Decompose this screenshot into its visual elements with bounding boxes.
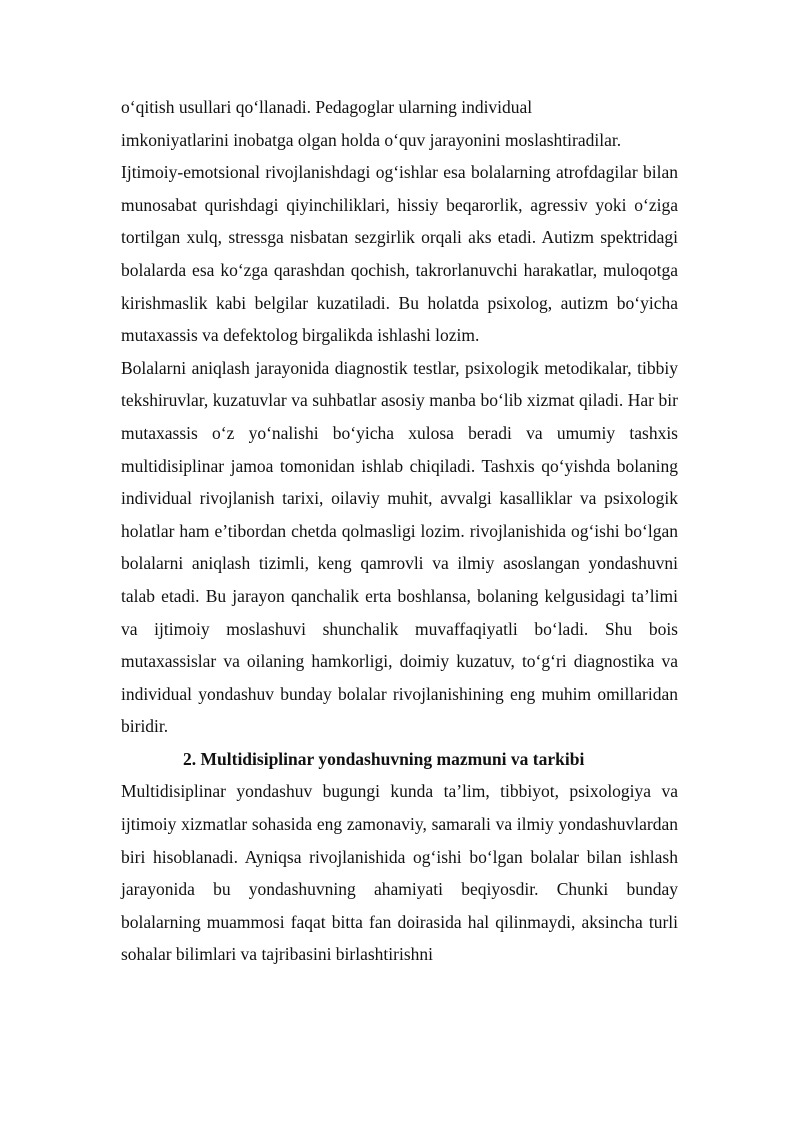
paragraph-socio-emotional: Ijtimoiy-emotsional rivojlanishdagi og‘ishlar esa bolalarning atrofdagilar bilan munosabat qurishdagi qiyinchiliklari, hissiy beqarorlik, agressiv yoki o‘ziga tortilgan xulq, stressga nisbatan sezgirlik orqali aks etadi. Autizm spektridagi bolalarda esa ko‘zga qarashdan qochish, takrorlanuvchi harakatlar, muloqotga kirishmaslik kabi belgilar kuzatiladi. Bu holatda psixolog, autizm bo‘yicha mutaxassis va defektolog birgalikda ishlashi lozim.: [121, 162, 678, 346]
paragraph-diagnostics: Bolalarni aniqlash jarayonida diagnostik testlar, psixologik metodikalar, tibbiy tekshiruvlar, kuzatuvlar va suhbatlar asosiy manba bo‘lib xizmat qiladi. Har bir mutaxassis o‘z yo‘nalishi bo‘yicha xulosa beradi va umumiy tashxis multidisiplinar jamoa tomonidan ishlab chiqiladi. Tashxis qo‘yishda bolaning individual rivojlanish tarixi, oilaviy muhit, avvalgi kasalliklar va psixologik holatlar ham e’tibordan chetda qolmasligi lozim. rivojlanishida og‘ishi bo‘lgan bolalarni aniqlash tizimli, keng qamrovli va ilmiy asoslangan yondashuvni talab etadi. Bu jarayon qanchalik erta boshlansa, bolaning kelgusidagi ta’limi va ijtimoiy moslashuvi shunchalik muvaffaqiyatli bo‘ladi. Shu bois mutaxassislar va oilaning hamkorligi, doimiy kuzatuv, to‘g‘ri diagnostika va individual yondashuv bunday bolalar rivojlanishining eng muhim omillaridan biridir.: [121, 357, 678, 737]
section-heading: 2. Multidisiplinar yondashuvning mazmuni va tarkibi: [183, 748, 585, 769]
paragraph-intro: o‘qitish usullari qo‘llanadi. Pedagoglar ularning individual imkoniyatlarini inobatga olgan holda o‘quv jarayonini moslashtiradilar.: [121, 97, 622, 150]
paragraph-multidisciplinary: Multidisiplinar yondashuv bugungi kunda ta’lim, tibbiyot, psixologiya va ijtimoiy xizmatlar sohasida eng zamonaviy, samarali va ilmiy yondashuvlardan biri hisoblanadi. Ayniqsa rivojlanishida og‘ishi bo‘lgan bolalar bilan ishlash jarayonida bu yondashuvning ahamiyati beqiyosdir. Chunki bunday bolalarning muammosi faqat bitta fan doirasida hal qilinmaydi, aksincha turli sohalar bilimlari va tajribasini birlashtirishni: [121, 781, 678, 965]
document-body: [121, 91, 678, 971]
